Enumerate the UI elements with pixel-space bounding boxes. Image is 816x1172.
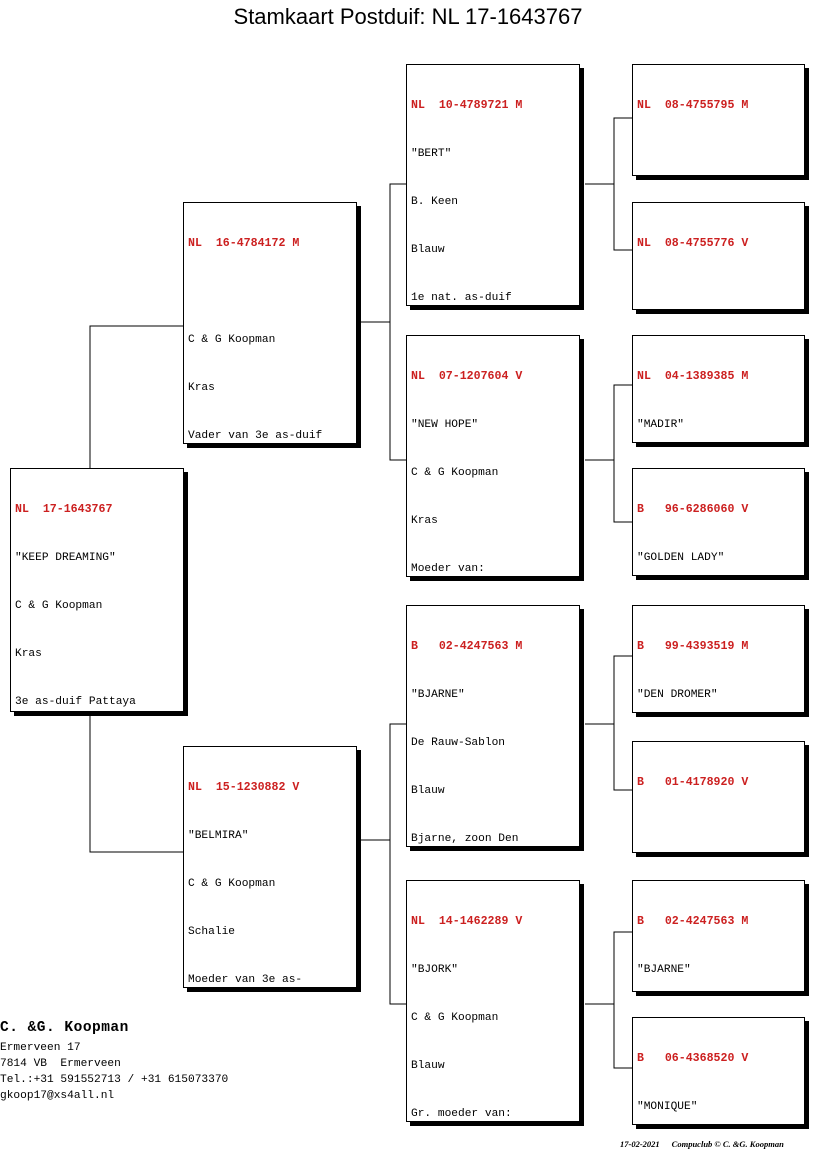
- ring-number: NL 07-1207604 V: [411, 370, 523, 383]
- info-line: Blauw: [411, 785, 445, 797]
- ring-number: B 99-4393519 M: [637, 640, 749, 653]
- ring-number: NL 16-4784172 M: [188, 237, 300, 250]
- info-line: "MADIR": [637, 419, 684, 431]
- info-line: "KEEP DREAMING": [15, 552, 116, 564]
- info-line: "BJARNE": [411, 689, 465, 701]
- info-line: "BELMIRA": [188, 830, 249, 842]
- info-line: Moeder van:: [411, 563, 485, 575]
- breeder-email[interactable]: gkoop17@xs4all.nl: [0, 1090, 115, 1102]
- info-line: C & G Koopman: [411, 467, 499, 479]
- info-line: Kras: [411, 515, 438, 527]
- info-line: "MONIQUE": [637, 1101, 698, 1113]
- info-line: [637, 823, 800, 839]
- pigeon-card-fmf[interactable]: [632, 335, 805, 443]
- info-line: [637, 146, 800, 162]
- credit-text: Compuclub © C. &G. Koopman: [671, 1139, 784, 1149]
- info-line: [188, 284, 352, 300]
- info-line: C & G Koopman: [15, 600, 103, 612]
- ring-number: NL 17-1643767: [15, 503, 113, 516]
- ring-number: B 02-4247563 M: [411, 640, 523, 653]
- info-line: B. Keen: [411, 196, 458, 208]
- info-line: C & G Koopman: [411, 1012, 499, 1024]
- ring-number: B 02-4247563 M: [637, 915, 749, 928]
- breeder-phone: Tel.:+31 591552713 / +31 615073370: [0, 1074, 229, 1086]
- info-line: "BJORK": [411, 964, 458, 976]
- pigeon-card-mff[interactable]: [632, 605, 805, 713]
- info-line: 1e nat. as-duif: [411, 292, 512, 304]
- pigeon-card-mf[interactable]: [406, 605, 580, 847]
- ring-number: NL 04-1389385 M: [637, 370, 749, 383]
- ring-number: NL 14-1462289 V: [411, 915, 523, 928]
- page-title: Stamkaart Postduif: NL 17-1643767: [233, 4, 583, 29]
- breeder-address-line: 7814 VB Ermerveen: [0, 1058, 121, 1070]
- pigeon-card-ff[interactable]: [406, 64, 580, 306]
- ring-number: B 96-6286060 V: [637, 503, 749, 516]
- ring-number: NL 15-1230882 V: [188, 781, 300, 794]
- pigeon-card-fmm[interactable]: [632, 468, 805, 576]
- ring-number: B 06-4368520 V: [637, 1052, 749, 1065]
- info-line: Kras: [188, 382, 215, 394]
- ring-number: NL 10-4789721 M: [411, 99, 523, 112]
- info-line: C & G Koopman: [188, 334, 276, 346]
- info-line: Schalie: [188, 926, 235, 938]
- info-line: "BJARNE": [637, 964, 691, 976]
- info-line: 3e as-duif Pattaya: [15, 696, 136, 708]
- info-line: Moeder van 3e as-: [188, 974, 303, 986]
- breeder-name: C. &G. Koopman: [0, 1020, 129, 1036]
- pigeon-card-mother[interactable]: [183, 746, 357, 988]
- pigeon-card-ffm[interactable]: [632, 202, 805, 310]
- pigeon-card-subject[interactable]: [10, 468, 184, 712]
- pigeon-card-father[interactable]: [183, 202, 357, 444]
- info-line: [637, 284, 800, 300]
- pigeon-card-mmf[interactable]: [632, 880, 805, 992]
- ring-number: NL 08-4755776 V: [637, 237, 749, 250]
- breeder-address-line: Ermerveen 17: [0, 1042, 81, 1054]
- info-line: Vader van 3e as-duif: [188, 430, 323, 442]
- footer: [620, 1139, 796, 1149]
- pigeon-card-mm[interactable]: [406, 880, 580, 1122]
- info-line: "GOLDEN LADY": [637, 552, 725, 564]
- info-line: "NEW HOPE": [411, 419, 479, 431]
- ring-number: B 01-4178920 V: [637, 776, 749, 789]
- info-line: De Rauw-Sablon: [411, 737, 505, 749]
- info-line: Gr. moeder van:: [411, 1108, 512, 1120]
- info-line: Blauw: [411, 1060, 445, 1072]
- pigeon-card-mmm[interactable]: [632, 1017, 805, 1125]
- info-line: C & G Koopman: [188, 878, 276, 890]
- info-line: Bjarne, zoon Den: [411, 833, 519, 845]
- print-date: 17-02-2021: [620, 1139, 660, 1149]
- ring-number: NL 08-4755795 M: [637, 99, 749, 112]
- breeder-info: [0, 1018, 228, 1104]
- pigeon-card-mfm[interactable]: [632, 741, 805, 853]
- info-line: Blauw: [411, 244, 445, 256]
- info-line: "DEN DROMER": [637, 689, 718, 701]
- pigeon-card-fm[interactable]: [406, 335, 580, 577]
- pigeon-card-fff[interactable]: [632, 64, 805, 176]
- info-line: Kras: [15, 648, 42, 660]
- info-line: "BERT": [411, 148, 452, 160]
